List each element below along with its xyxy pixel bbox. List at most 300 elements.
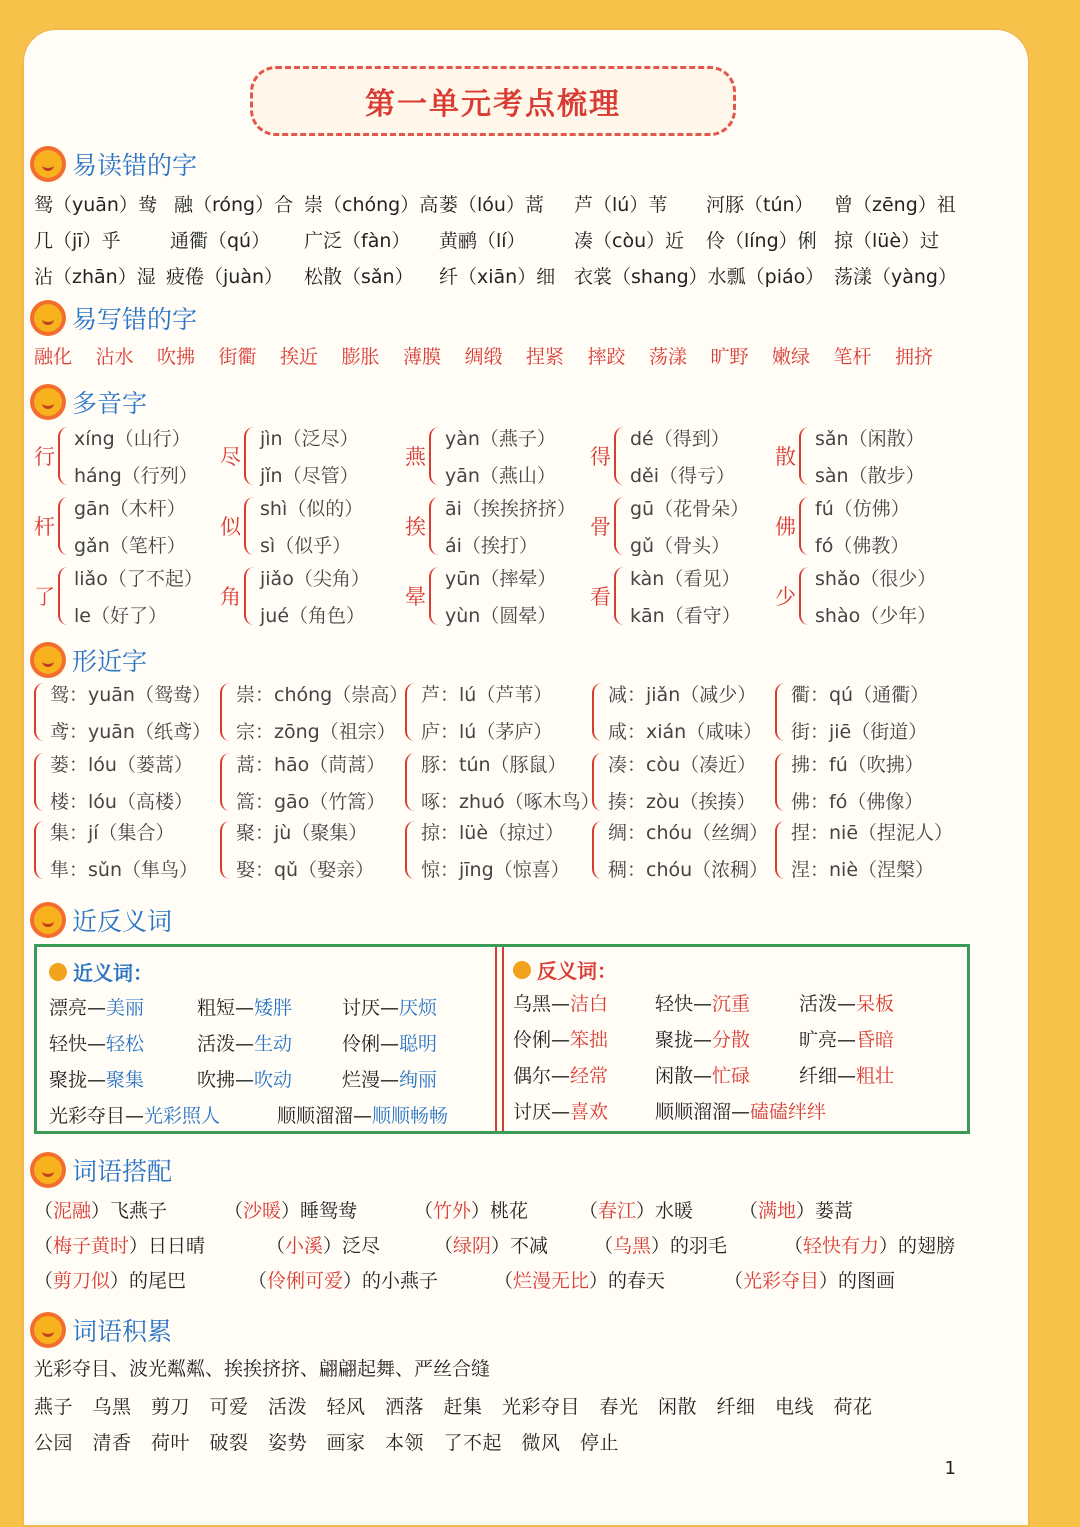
pairs bbox=[50, 750, 193, 814]
reading: sàn（散步） bbox=[815, 465, 925, 487]
paren: ） bbox=[879, 1235, 899, 1257]
reading: ái（挨打） bbox=[445, 535, 538, 557]
pairs bbox=[421, 818, 570, 882]
s1-item: 崇（chóng）高 bbox=[304, 194, 439, 216]
reading: shǎo（很少） bbox=[815, 568, 937, 590]
polyphone-group bbox=[34, 424, 198, 488]
collocation bbox=[34, 1266, 186, 1293]
similar-char-group bbox=[775, 750, 924, 814]
reading: yùn（圆晕） bbox=[445, 605, 557, 627]
phrase: 的小燕子 bbox=[362, 1270, 439, 1292]
polyphone-char: 尽 bbox=[220, 445, 241, 469]
section-header-s2 bbox=[34, 300, 197, 336]
word: 忙碌 bbox=[712, 1065, 751, 1087]
pair: 集：jí（集合） bbox=[50, 822, 175, 844]
s1-item: 伶（líng）俐 bbox=[706, 230, 817, 252]
brace bbox=[34, 821, 46, 879]
pairs bbox=[608, 750, 756, 814]
brace bbox=[592, 821, 604, 879]
paren: （ bbox=[784, 1235, 804, 1257]
section-label: 易写错的字 bbox=[72, 305, 198, 334]
brace bbox=[429, 497, 441, 555]
paren: ） bbox=[491, 1235, 511, 1257]
answer: 春江 bbox=[598, 1200, 637, 1222]
synonym-pair bbox=[49, 1029, 144, 1056]
pair: 楼：lóu（高楼） bbox=[50, 791, 193, 813]
paren: （ bbox=[434, 1235, 454, 1257]
readings bbox=[260, 424, 359, 488]
s2-word: 拥挤 bbox=[895, 346, 934, 368]
word: 矮胖 bbox=[254, 997, 293, 1019]
word: 活泼— bbox=[197, 1033, 255, 1055]
phrase: 的羽毛 bbox=[670, 1235, 728, 1257]
similar-char-group bbox=[592, 680, 762, 744]
polyphone-group bbox=[405, 564, 556, 628]
brace bbox=[614, 427, 626, 485]
sun-icon bbox=[34, 1156, 62, 1184]
s1-item: 掠（lüè）过 bbox=[834, 230, 940, 252]
collocation bbox=[224, 1196, 357, 1223]
reading: gǔ（骨头） bbox=[630, 535, 731, 557]
antonym-pair bbox=[655, 989, 750, 1016]
answer: 竹外 bbox=[433, 1200, 472, 1222]
reading: shào（少年） bbox=[815, 605, 937, 627]
readings bbox=[815, 424, 925, 488]
word: 活泼— bbox=[799, 993, 857, 1015]
pair: 蒌：lóu（蒌蒿） bbox=[50, 754, 193, 776]
brace bbox=[775, 683, 787, 741]
word: 磕磕绊绊 bbox=[750, 1101, 827, 1123]
section-header-s6 bbox=[34, 1152, 172, 1188]
paren: ） bbox=[129, 1235, 149, 1257]
pairs bbox=[608, 818, 768, 882]
phrase: 蒌蒿 bbox=[815, 1200, 854, 1222]
pair: 宗：zōng（祖宗） bbox=[236, 721, 396, 743]
pair: 惊：jīng（惊喜） bbox=[421, 859, 570, 881]
pair: 庐：lú（茅庐） bbox=[421, 721, 553, 743]
s2-word: 捏紧 bbox=[526, 346, 565, 368]
pair: 鸳：yuān（鸳鸯） bbox=[50, 684, 211, 706]
polyphone-char: 散 bbox=[775, 445, 796, 469]
similar-char-group bbox=[34, 818, 198, 882]
polyphone-char: 得 bbox=[590, 445, 611, 469]
reading: kàn（看见） bbox=[630, 568, 741, 590]
readings bbox=[630, 564, 741, 628]
word: 厌烦 bbox=[399, 997, 438, 1019]
brace bbox=[244, 567, 256, 625]
reading: gǎn（笔杆） bbox=[74, 535, 186, 557]
reading: jiǎo（尖角） bbox=[260, 568, 370, 590]
section-label: 词语积累 bbox=[72, 1317, 173, 1346]
polyphone-char: 挨 bbox=[405, 515, 426, 539]
word: 讨厌— bbox=[342, 997, 400, 1019]
similar-char-group bbox=[405, 750, 600, 814]
collocation bbox=[248, 1266, 438, 1293]
section-label: 近反义词 bbox=[72, 907, 173, 936]
polyphone-char: 少 bbox=[775, 585, 796, 609]
section-label: 易读错的字 bbox=[72, 151, 198, 180]
brace bbox=[244, 497, 256, 555]
antonym-pair bbox=[655, 1061, 750, 1088]
phrase: 睡鸳鸯 bbox=[300, 1200, 358, 1222]
paren: ） bbox=[343, 1270, 363, 1292]
antonym-pair bbox=[799, 989, 894, 1016]
phrase: 的翅膀 bbox=[898, 1235, 956, 1257]
s7-line: 公园 清香 荷叶 破裂 姿势 画家 本领 了不起 微风 停止 bbox=[34, 1432, 620, 1454]
readings bbox=[630, 494, 749, 558]
paren: ） bbox=[471, 1200, 491, 1222]
sun-icon bbox=[34, 388, 62, 416]
s2-word: 摔跤 bbox=[587, 346, 626, 368]
answer: 沙暖 bbox=[243, 1200, 282, 1222]
brace bbox=[429, 567, 441, 625]
readings bbox=[815, 494, 910, 558]
collocation bbox=[739, 1196, 853, 1223]
polyphone-group bbox=[220, 564, 370, 628]
brace bbox=[244, 427, 256, 485]
brace bbox=[405, 683, 417, 741]
pair: 稠：chóu（浓稠） bbox=[608, 859, 769, 881]
synonym-antonym-box bbox=[34, 944, 970, 1134]
pair: 佛：fó（佛像） bbox=[791, 791, 924, 813]
polyphone-char: 行 bbox=[34, 445, 55, 469]
section-label: 词语搭配 bbox=[72, 1157, 173, 1186]
word: 顺顺畅畅 bbox=[372, 1105, 449, 1127]
dot-icon bbox=[49, 963, 67, 981]
reading: fú（仿佛） bbox=[815, 498, 910, 520]
paren: （ bbox=[594, 1235, 614, 1257]
word: 吹动 bbox=[254, 1069, 293, 1091]
pair: 啄：zhuó（啄木鸟） bbox=[421, 791, 600, 813]
brace bbox=[220, 821, 232, 879]
reading: fó（佛教） bbox=[815, 535, 910, 557]
polyphone-char: 似 bbox=[220, 515, 241, 539]
pairs bbox=[236, 750, 385, 814]
title-banner bbox=[250, 66, 736, 136]
similar-char-group bbox=[34, 680, 211, 744]
section-label: 多音字 bbox=[72, 389, 148, 418]
divider bbox=[495, 947, 504, 1131]
collocation bbox=[434, 1231, 548, 1258]
readings bbox=[815, 564, 936, 628]
collocation bbox=[266, 1231, 380, 1258]
answer: 泥融 bbox=[53, 1200, 92, 1222]
phrase: 桃花 bbox=[490, 1200, 529, 1222]
polyphone-group bbox=[34, 564, 203, 628]
s2-word: 街衢 bbox=[218, 346, 257, 368]
pairs bbox=[50, 818, 198, 882]
synonym-pair bbox=[197, 1065, 292, 1092]
phrase: 飞燕子 bbox=[110, 1200, 168, 1222]
reading: gān（木杆） bbox=[74, 498, 186, 520]
answer: 轻快有力 bbox=[803, 1235, 880, 1257]
brace bbox=[405, 821, 417, 879]
paren: ） bbox=[796, 1200, 816, 1222]
s1-item: 广泛（fàn） bbox=[304, 230, 411, 252]
word: 讨厌— bbox=[513, 1101, 571, 1123]
similar-char-group bbox=[405, 680, 552, 744]
paren: （ bbox=[724, 1270, 744, 1292]
polyphone-char: 佛 bbox=[775, 515, 796, 539]
antonym-heading: 反义词： bbox=[513, 955, 617, 984]
similar-char-group bbox=[34, 750, 193, 814]
s1-item: 疲倦（juàn） bbox=[166, 266, 284, 288]
answer: 剪刀似 bbox=[53, 1270, 111, 1292]
pairs bbox=[236, 680, 408, 744]
word: 笨拙 bbox=[570, 1029, 609, 1051]
similar-char-group bbox=[592, 750, 756, 814]
brace bbox=[220, 753, 232, 811]
paren: （ bbox=[266, 1235, 286, 1257]
paren: （ bbox=[579, 1200, 599, 1222]
s2-word: 挨近 bbox=[280, 346, 319, 368]
polyphone-char: 燕 bbox=[405, 445, 426, 469]
sun-icon bbox=[34, 906, 62, 934]
s1-item: 纤（xiān）细 bbox=[439, 266, 556, 288]
brace bbox=[592, 753, 604, 811]
pair: 捏：niē（捏泥人） bbox=[791, 822, 954, 844]
reading: liǎo（了不起） bbox=[74, 568, 203, 590]
s1-item: 几（jī）乎 bbox=[34, 230, 121, 252]
reading: xíng（山行） bbox=[74, 428, 191, 450]
s1-item: 沾（zhān）湿 bbox=[34, 266, 156, 288]
s1-item: 凑（còu）近 bbox=[574, 230, 685, 252]
polyphone-group bbox=[775, 564, 936, 628]
word: 经常 bbox=[570, 1065, 609, 1087]
word: 聪明 bbox=[399, 1033, 438, 1055]
s2-word: 沾水 bbox=[95, 346, 134, 368]
collocation bbox=[34, 1196, 167, 1223]
readings bbox=[630, 424, 735, 488]
word: 旷亮— bbox=[799, 1029, 857, 1051]
phrase: 的尾巴 bbox=[129, 1270, 187, 1292]
similar-char-group bbox=[220, 750, 385, 814]
polyphone-char: 杆 bbox=[34, 515, 55, 539]
pair: 揍：zòu（挨揍） bbox=[608, 791, 756, 813]
s1-item: 黄鹂（lí） bbox=[439, 230, 526, 252]
brace bbox=[58, 427, 70, 485]
answer: 光彩夺目 bbox=[743, 1270, 820, 1292]
s1-item: 融（róng）合 bbox=[174, 194, 294, 216]
synonym-pair bbox=[342, 1029, 437, 1056]
pair: 娶：qǔ（娶亲） bbox=[236, 859, 375, 881]
word: 粗壮 bbox=[856, 1065, 895, 1087]
pair: 蒿：hāo（茼蒿） bbox=[236, 754, 386, 776]
reading: shì（似的） bbox=[260, 498, 364, 520]
paren: ） bbox=[110, 1270, 130, 1292]
word: 聚集 bbox=[106, 1069, 145, 1091]
brace bbox=[799, 427, 811, 485]
phrase: 水暖 bbox=[655, 1200, 694, 1222]
brace bbox=[775, 821, 787, 879]
answer: 绿阴 bbox=[453, 1235, 492, 1257]
s1-item: 衣裳（shang）水瓢（piáo） bbox=[574, 266, 825, 288]
paren: ） bbox=[636, 1200, 656, 1222]
s2-word: 旷野 bbox=[710, 346, 749, 368]
polyphone-char: 角 bbox=[220, 585, 241, 609]
pair: 涅：niè（涅槃） bbox=[791, 859, 935, 881]
paren: （ bbox=[34, 1270, 54, 1292]
reading: háng（行列） bbox=[74, 465, 198, 487]
antonym-pair bbox=[799, 1061, 894, 1088]
readings bbox=[445, 494, 576, 558]
word: 轻松 bbox=[106, 1033, 145, 1055]
word: 生动 bbox=[254, 1033, 293, 1055]
reading: jué（角色） bbox=[260, 605, 366, 627]
page-title: 第一单元考点梳理 bbox=[365, 87, 621, 122]
pairs bbox=[421, 750, 600, 814]
section-label: 形近字 bbox=[72, 647, 148, 676]
reading: yūn（摔晕） bbox=[445, 568, 557, 590]
word: 顺顺溜溜— bbox=[655, 1101, 751, 1123]
paren: （ bbox=[34, 1200, 54, 1222]
brace bbox=[592, 683, 604, 741]
pairs bbox=[608, 680, 762, 744]
sun-icon bbox=[34, 1316, 62, 1344]
pair: 崇：chóng（崇高） bbox=[236, 684, 409, 706]
s1-item: 芦（lú）苇 bbox=[574, 194, 668, 216]
sun-icon bbox=[34, 150, 62, 178]
readings bbox=[445, 424, 556, 488]
polyphone-group bbox=[220, 424, 359, 488]
word: 昏暗 bbox=[856, 1029, 895, 1051]
polyphone-group bbox=[775, 494, 910, 558]
section-header-s7 bbox=[34, 1312, 172, 1348]
readings bbox=[74, 564, 203, 628]
brace bbox=[58, 567, 70, 625]
s2-word: 荡漾 bbox=[649, 346, 688, 368]
polyphone-group bbox=[590, 424, 735, 488]
s7-line: 燕子 乌黑 剪刀 可爱 活泼 轻风 洒落 赶集 光彩夺目 春光 闲散 纤细 电线 荷花 bbox=[34, 1396, 873, 1418]
s2-word: 吹拂 bbox=[157, 346, 196, 368]
phrase: 的图画 bbox=[838, 1270, 896, 1292]
reading: jǐn（尽管） bbox=[260, 465, 359, 487]
s1-item: 河豚（tún） bbox=[706, 194, 814, 216]
word: 纤细— bbox=[799, 1065, 857, 1087]
paren: （ bbox=[224, 1200, 244, 1222]
brace bbox=[429, 427, 441, 485]
paren: ） bbox=[651, 1235, 671, 1257]
sun-icon bbox=[34, 304, 62, 332]
word: 聚拢— bbox=[655, 1029, 713, 1051]
collocation bbox=[594, 1231, 727, 1258]
polyphone-group bbox=[405, 494, 576, 558]
collocation bbox=[34, 1231, 205, 1258]
word: 伶俐— bbox=[342, 1033, 400, 1055]
phrase: 泛尽 bbox=[342, 1235, 381, 1257]
pair: 街：jiē（街道） bbox=[791, 721, 928, 743]
polyphone-char: 看 bbox=[590, 585, 611, 609]
reading: yān（燕山） bbox=[445, 465, 556, 487]
synonym-heading: 近义词： bbox=[49, 957, 153, 986]
pair: 减：jiǎn（减少） bbox=[608, 684, 757, 706]
answer: 小溪 bbox=[285, 1235, 324, 1257]
paren: ） bbox=[281, 1200, 301, 1222]
antonym-pair bbox=[799, 1025, 894, 1052]
word: 乌黑— bbox=[513, 993, 571, 1015]
reading: āi（挨挨挤挤） bbox=[445, 498, 576, 520]
word: 光彩夺目— bbox=[49, 1105, 145, 1127]
collocation bbox=[579, 1196, 693, 1223]
s2-word: 融化 bbox=[34, 346, 73, 368]
similar-char-group bbox=[405, 818, 570, 882]
reading: sì（似乎） bbox=[260, 535, 352, 557]
pair: 豚：tún（豚鼠） bbox=[421, 754, 567, 776]
antonym-pair bbox=[655, 1097, 826, 1124]
pair: 绸：chóu（丝绸） bbox=[608, 822, 769, 844]
s1-item: 曾（zēng）祖 bbox=[834, 194, 956, 216]
pair: 衢：qú（通衢） bbox=[791, 684, 930, 706]
antonym-pair bbox=[513, 1097, 608, 1124]
word: 伶俐— bbox=[513, 1029, 571, 1051]
readings bbox=[74, 424, 198, 488]
s2-word: 笔杆 bbox=[833, 346, 872, 368]
polyphone-char: 骨 bbox=[590, 515, 611, 539]
similar-char-group bbox=[220, 680, 408, 744]
readings bbox=[74, 494, 186, 558]
brace bbox=[34, 683, 46, 741]
pairs bbox=[791, 818, 953, 882]
similar-char-group bbox=[775, 818, 953, 882]
reading: dé（得到） bbox=[630, 428, 730, 450]
brace bbox=[220, 683, 232, 741]
synonym-pair bbox=[342, 993, 437, 1020]
paren: （ bbox=[248, 1270, 268, 1292]
s2-word: 薄膜 bbox=[403, 346, 442, 368]
paren: ） bbox=[91, 1200, 111, 1222]
word: 美丽 bbox=[106, 997, 145, 1019]
section-header-s5 bbox=[34, 902, 172, 938]
pairs bbox=[50, 680, 211, 744]
s1-item: 鸳（yuān）鸯 bbox=[34, 194, 157, 216]
word: 顺顺溜溜— bbox=[277, 1105, 373, 1127]
pair: 拂：fú（吹拂） bbox=[791, 754, 924, 776]
s7-line: 光彩夺目、波光粼粼、挨挨挤挤、翩翩起舞、严丝合缝 bbox=[34, 1358, 491, 1380]
polyphone-group bbox=[590, 494, 749, 558]
reading: děi（得亏） bbox=[630, 465, 736, 487]
paren: ） bbox=[819, 1270, 839, 1292]
phrase: 日日晴 bbox=[148, 1235, 206, 1257]
answer: 满地 bbox=[758, 1200, 797, 1222]
brace bbox=[405, 753, 417, 811]
pairs bbox=[421, 680, 552, 744]
reading: gū（花骨朵） bbox=[630, 498, 750, 520]
pair: 凑：còu（凑近） bbox=[608, 754, 757, 776]
synonym-pair bbox=[49, 1065, 144, 1092]
brace bbox=[799, 567, 811, 625]
phrase: 的春天 bbox=[608, 1270, 666, 1292]
paren: （ bbox=[414, 1200, 434, 1222]
paren: （ bbox=[34, 1235, 54, 1257]
page-number: 1 bbox=[944, 1458, 956, 1479]
word: 吹拂— bbox=[197, 1069, 255, 1091]
word: 轻快— bbox=[655, 993, 713, 1015]
answer: 伶俐可爱 bbox=[267, 1270, 344, 1292]
reading: kān（看守） bbox=[630, 605, 741, 627]
section-header-s4 bbox=[34, 642, 147, 678]
brace bbox=[614, 497, 626, 555]
pair: 聚：jù（聚集） bbox=[236, 822, 368, 844]
paren: ） bbox=[589, 1270, 609, 1292]
word: 洁白 bbox=[570, 993, 609, 1015]
pairs bbox=[791, 750, 924, 814]
word: 粗短— bbox=[197, 997, 255, 1019]
synonym-pair bbox=[49, 1101, 220, 1128]
synonym-pair bbox=[197, 993, 292, 1020]
word: 喜欢 bbox=[570, 1101, 609, 1123]
synonym-pair bbox=[197, 1029, 292, 1056]
polyphone-char: 了 bbox=[34, 585, 55, 609]
